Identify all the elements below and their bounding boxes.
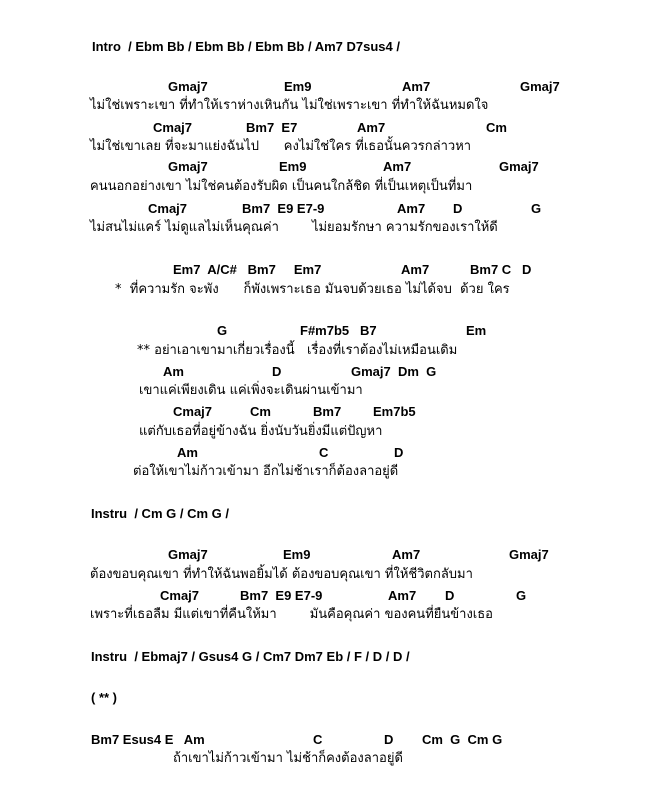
lyric-line: ไม่สนไม่แคร์ ไม่ดูแลไม่เห็นคุณค่า ไม่ยอมรักษา ความรักของเราให้ดี (90, 220, 498, 235)
chord-line: D (272, 364, 282, 379)
chord-line: Bm7 E7 (246, 120, 298, 135)
lyric-line: เขาแค่เพียงเดิน แค่เพิ่งจะเดินผ่านเข้ามา (139, 383, 363, 398)
chord-line: G (217, 323, 228, 338)
chord-line: F#m7b5 B7 (300, 323, 377, 338)
chord-line: Em9 (279, 159, 307, 174)
chord-line: Bm7 (313, 404, 342, 419)
lyric-line: ** อย่าเอาเขามาเกี่ยวเรื่องนี้ เรื่องที่เราต้องไม่เหมือนเดิม (137, 343, 458, 358)
chord-line: Gmaj7 (509, 547, 549, 562)
chord-line: Gmaj7 (168, 159, 208, 174)
chord-line: Bm7 Esus4 E Am (91, 732, 205, 747)
chord-line: Gmaj7 (499, 159, 539, 174)
chord-line: Gmaj7 (168, 79, 208, 94)
chord-line: Cmaj7 (148, 201, 188, 216)
chord-line: ( ** ) (91, 690, 117, 705)
lyric-line: คนนอกอย่างเขา ไม่ใช่คนต้องรับผิด เป็นคนใกล้ชิด ที่เป็นเหตุเป็นที่มา (90, 179, 473, 194)
chord-line: Cmaj7 (160, 588, 200, 603)
chord-line: Em (466, 323, 487, 338)
chord-line: Cmaj7 (153, 120, 193, 135)
chord-line: Am7 (357, 120, 386, 135)
chord-line: Am (163, 364, 184, 379)
chord-line: Gmaj7 (168, 547, 208, 562)
chord-line: Instru / Cm G / Cm G / (91, 506, 229, 521)
chord-line: Am7 (392, 547, 421, 562)
chord-line: Cm G Cm G (422, 732, 503, 747)
chord-line: Am7 (397, 201, 426, 216)
chord-line: Em9 (283, 547, 311, 562)
chord-line: G (516, 588, 527, 603)
chord-line: Instru / Ebmaj7 / Gsus4 G / Cm7 Dm7 Eb / F / D / D / (91, 649, 410, 664)
lyric-line: ต่อให้เขาไม่ก้าวเข้ามา อีกไม่ช้าเราก็ต้องลาอยู่ดี (133, 464, 399, 479)
chord-line: Gmaj7 (520, 79, 560, 94)
chord-line: Gmaj7 Dm G (351, 364, 437, 379)
chord-line: G (531, 201, 542, 216)
chord-line: Intro / Ebm Bb / Ebm Bb / Ebm Bb / Am7 D7sus4 / (92, 39, 400, 54)
chord-line: C (319, 445, 329, 460)
lyric-line: ไม่ใช่เพราะเขา ที่ทำให้เราห่างเหินกัน ไม่ใช่เพราะเขา ที่ทำให้ฉันหมดใจ (90, 98, 489, 113)
chord-line: Bm7 E9 E7-9 (242, 201, 325, 216)
lyric-line: * ที่ความรัก จะพัง ก็พังเพราะเธอ มันจบด้วยเธอ ไม่ได้จบ ด้วย ใคร (115, 282, 510, 297)
chord-line: Am7 (383, 159, 412, 174)
chord-line: Am7 (388, 588, 417, 603)
chord-line: Am (177, 445, 198, 460)
chord-line: D (453, 201, 463, 216)
chord-line: D (394, 445, 404, 460)
chord-line: D (384, 732, 394, 747)
chord-line: Em7 A/C# Bm7 Em7 (173, 262, 322, 277)
chord-line: C (313, 732, 323, 747)
lyric-line: ไม่ใช่เขาเลย ที่จะมาแย่งฉันไป คงไม่ใช่ใคร ที่เธอนั้นควรกล่าวหา (90, 139, 472, 154)
chord-line: Am7 (401, 262, 430, 277)
lyric-line: ต้องขอบคุณเขา ที่ทำให้ฉันพอยิ้มได้ ต้องขอบคุณเขา ที่ให้ชีวิตกลับมา (90, 567, 473, 582)
chord-line: Bm7 E9 E7-9 (240, 588, 323, 603)
chord-line: D (445, 588, 455, 603)
chord-line: Cm (250, 404, 271, 419)
chord-line: Cm (486, 120, 507, 135)
chord-line: Em9 (284, 79, 312, 94)
chord-line: Bm7 C D (470, 262, 532, 277)
lyric-line: ถ้าเขาไม่ก้าวเข้ามา ไม่ช้าก็คงต้องลาอยู่ดี (173, 751, 403, 766)
chord-line: Cmaj7 (173, 404, 213, 419)
chord-line: Am7 (402, 79, 431, 94)
lyric-line: เพราะที่เธอลืม มีแต่เขาที่คืนให้มา มันคือคุณค่า ของคนที่ยืนข้างเธอ (90, 607, 493, 622)
chord-line: Em7b5 (373, 404, 416, 419)
lyric-line: แต่กับเธอที่อยู่ข้างฉัน ยิ่งนับวันยิ่งมีแต่ปัญหา (139, 424, 383, 439)
